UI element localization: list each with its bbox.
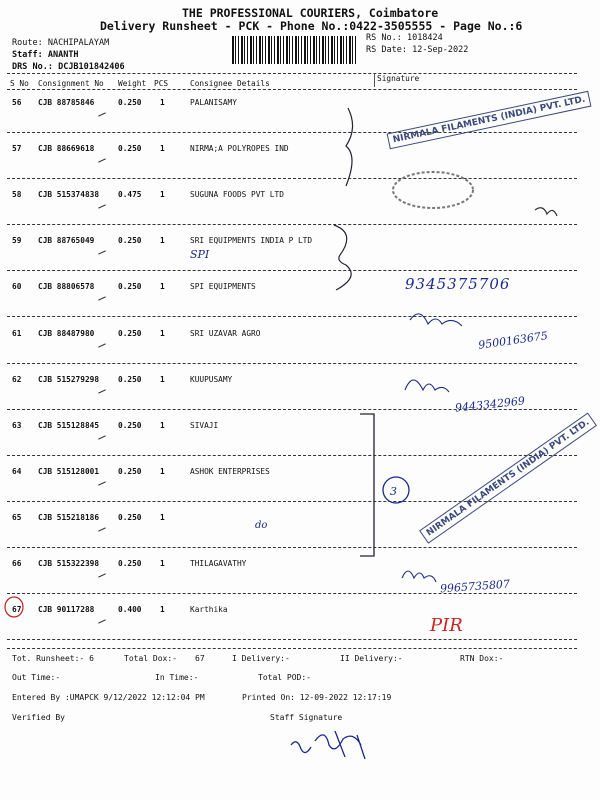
row-consignee: THILAGAVATHY	[190, 559, 247, 568]
row-sno: 65	[12, 513, 22, 522]
tick-mark	[98, 481, 106, 485]
handwritten-phone-62: 9443342969	[454, 394, 526, 415]
col-header-signature: Signature	[377, 74, 420, 83]
row-consignee: SUGUNA FOODS PVT LTD	[190, 190, 284, 199]
row-consignment: CJB 515279298	[38, 375, 100, 384]
row-consignment: CJB 90117288	[38, 605, 95, 614]
out-time: Out Time:-	[12, 673, 61, 682]
row-pcs: 1	[160, 190, 165, 199]
ii-delivery: II Delivery:-	[340, 654, 403, 663]
rs-no-line	[366, 33, 443, 43]
row-consignee: ASHOK ENTERPRISES	[190, 467, 270, 476]
row-sno: 57	[12, 144, 22, 153]
row-pcs: 1	[160, 605, 165, 614]
row-consignee: PALANISAMY	[190, 98, 237, 107]
rs-no-label: RS No.:	[366, 33, 402, 43]
signature-col-divider	[374, 73, 375, 87]
row-pcs: 1	[160, 329, 165, 338]
handwritten-phone-61: 9500163675	[477, 329, 549, 352]
row-pcs: 1	[160, 513, 165, 522]
row-weight: 0.250	[118, 282, 142, 291]
company-stamp-top: NIRMALA FILAMENTS (INDIA) PVT. LTD.	[387, 91, 592, 150]
rs-no-value: 1018424	[406, 33, 443, 43]
in-time: In Time:-	[155, 673, 199, 682]
tot-runsheet: Tot. Runsheet:- 6	[12, 654, 94, 663]
row-consignee: SPI EQUIPMENTS	[190, 282, 256, 291]
tick-mark	[98, 527, 106, 531]
row-sno: 56	[12, 98, 22, 107]
row-consignment: CJB 88669618	[38, 144, 95, 153]
tick-mark	[98, 619, 106, 623]
row-pcs: 1	[160, 467, 165, 476]
row-sno: 66	[12, 559, 22, 568]
staff-value: ANANTH	[47, 50, 79, 60]
row-consignment: CJB 515128845	[38, 421, 100, 430]
staff-signature-label: Staff Signature	[270, 713, 343, 722]
handwritten-bracket-note: 3	[390, 485, 397, 498]
tick-mark	[98, 250, 106, 254]
row-sno: 67	[12, 605, 22, 614]
row-sno: 61	[12, 329, 22, 338]
row-pcs: 1	[160, 144, 165, 153]
row-weight: 0.250	[118, 329, 142, 338]
col-header-consignee: Consignee Details	[190, 79, 270, 88]
row-weight: 0.250	[118, 513, 142, 522]
row-consignment: CJB 88765049	[38, 236, 95, 245]
printed-on: Printed On: 12-09-2022 12:17:19	[242, 693, 392, 702]
company-stamp-bottom: NIRMALA FILAMENTS (INDIA) PVT. LTD.	[419, 412, 597, 543]
row-pcs: 1	[160, 375, 165, 384]
verified-by: Verified By	[12, 713, 65, 722]
row-consignment: CJB 515128001	[38, 467, 100, 476]
row-sno: 64	[12, 467, 22, 476]
tick-mark	[98, 435, 106, 439]
route-value: NACHIPALAYAM	[47, 38, 110, 48]
table-top-rule	[7, 73, 577, 74]
row-consignment: CJB 88806578	[38, 282, 95, 291]
pen-marks	[330, 100, 600, 640]
handwritten-do-mark: do	[255, 520, 268, 531]
row-weight: 0.400	[118, 605, 142, 614]
footer-rule	[7, 648, 577, 649]
runsheet-title: Delivery Runsheet - PCK - Phone No.:0422-3505555 - Page No.:6	[100, 19, 523, 33]
circled-row-mark	[3, 596, 27, 620]
drs-value: DCJB101842406	[58, 62, 125, 72]
row-consignee: NIRMA;A POLYROPES IND	[190, 144, 289, 153]
handwritten-pir: PIR	[430, 615, 463, 636]
staff-signature	[285, 725, 395, 765]
row-pcs: 1	[160, 236, 165, 245]
row-weight: 0.475	[118, 190, 142, 199]
row-consignment: CJB 515374838	[38, 190, 100, 199]
rs-date-line	[366, 45, 468, 55]
row-consignment: CJB 515218186	[38, 513, 100, 522]
header-rule	[7, 89, 577, 90]
row-sno: 62	[12, 375, 22, 384]
row-weight: 0.250	[118, 236, 142, 245]
row-consignee: SIVAJI	[190, 421, 219, 430]
row-sno: 59	[12, 236, 22, 245]
row-pcs: 1	[160, 282, 165, 291]
row-pcs: 1	[160, 559, 165, 568]
col-header-pcs: PCS	[154, 79, 169, 88]
tick-mark	[98, 112, 106, 116]
row-consignee: Karthika	[190, 605, 228, 614]
total-dox-value: 67	[195, 654, 205, 663]
staff-label: Staff:	[12, 50, 43, 60]
company-title: THE PROFESSIONAL COURIERS, Coimbatore	[182, 6, 439, 20]
staff-line	[12, 50, 79, 60]
row-consignee: SRI UZAVAR AGRO	[190, 329, 261, 338]
handwritten-phone-60: 9345375706	[405, 275, 511, 293]
tick-mark	[98, 296, 106, 300]
row-consignee: KUUPUSAMY	[190, 375, 233, 384]
row-weight: 0.250	[118, 467, 142, 476]
route-line	[12, 38, 109, 48]
tick-mark	[98, 343, 106, 347]
handwritten-phone-66: 9965735807	[439, 577, 511, 596]
col-header-consignment: Consignment No	[38, 79, 104, 88]
row-consignment: CJB 88785846	[38, 98, 95, 107]
col-header-sno: S No	[10, 79, 29, 88]
row-weight: 0.250	[118, 375, 142, 384]
row-weight: 0.250	[118, 421, 142, 430]
drs-label: DRS No.:	[12, 62, 53, 72]
tick-mark	[98, 158, 106, 162]
barcode	[232, 36, 356, 64]
route-label: Route:	[12, 38, 43, 48]
row-sno: 60	[12, 282, 22, 291]
tick-mark	[98, 573, 106, 577]
entered-by: Entered By :UMAPCK 9/12/2022 12:12:04 PM	[12, 693, 205, 702]
rs-date-label: RS Date:	[366, 45, 407, 55]
rs-date-value: 12-Sep-2022	[412, 45, 469, 55]
tick-mark	[98, 389, 106, 393]
row-sno: 58	[12, 190, 22, 199]
row-sno: 63	[12, 421, 22, 430]
tick-mark	[98, 204, 106, 208]
row-consignment: CJB 515322398	[38, 559, 100, 568]
row-pcs: 1	[160, 421, 165, 430]
rtn-dox: RTN Dox:-	[460, 654, 504, 663]
row-weight: 0.250	[118, 144, 142, 153]
handwritten-spi: SPI	[190, 248, 210, 261]
row-pcs: 1	[160, 98, 165, 107]
i-delivery: I Delivery:-	[232, 654, 290, 663]
row-weight: 0.250	[118, 559, 142, 568]
row-consignment: CJB 88487980	[38, 329, 95, 338]
row-weight: 0.250	[118, 98, 142, 107]
drs-line	[12, 62, 125, 72]
total-dox-label: Total Dox:-	[124, 654, 177, 663]
total-pod: Total POD:-	[258, 673, 311, 682]
row-consignee: SRI EQUIPMENTS INDIA P LTD	[190, 236, 313, 245]
col-header-weight: Weight	[118, 79, 147, 88]
